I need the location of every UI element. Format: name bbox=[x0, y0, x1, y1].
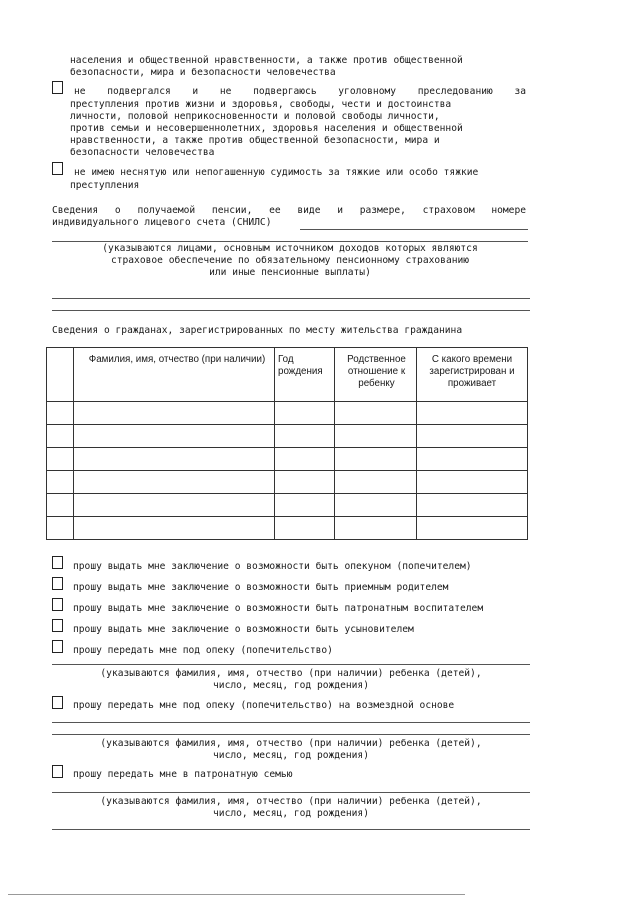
guardianship-transfer-checkbox[interactable] bbox=[52, 640, 63, 653]
patronage-family-checkbox[interactable] bbox=[52, 765, 63, 778]
child-note-1-line-1: (указываются фамилия, имя, отчество (при наличии) ребенка (детей), bbox=[100, 668, 482, 679]
guardian-conclusion-label: прошу выдать мне заключение о возможности быть опекуном (попечителем) bbox=[73, 561, 472, 572]
residents-table bbox=[46, 347, 528, 540]
paid-guardianship-checkbox[interactable] bbox=[52, 696, 63, 709]
adopter-conclusion-label: прошу выдать мне заключение о возможности быть усыновителем bbox=[73, 624, 414, 635]
snils-input-line[interactable] bbox=[300, 229, 528, 230]
col-header-full-name: Фамилия, имя, отчество (при наличии) bbox=[74, 348, 275, 402]
table-row bbox=[47, 494, 528, 517]
child-details-input-line-1[interactable] bbox=[52, 664, 530, 665]
table-cell[interactable] bbox=[335, 425, 417, 448]
child-details-input-line-4[interactable] bbox=[52, 829, 530, 830]
criminal-item-line-2: преступления против жизни и здоровья, свободы, чести и достоинства bbox=[70, 99, 452, 110]
col-header-relation: Родственное отношение к ребенку bbox=[335, 348, 417, 402]
criminal-item-line-1: не подвергался и не подвергаюсь уголовному преследованию за bbox=[74, 86, 526, 97]
table-cell[interactable] bbox=[417, 448, 528, 471]
pension-note-line-3: или иные пенсионные выплаты) bbox=[209, 267, 371, 278]
col-header-index bbox=[47, 348, 74, 402]
table-cell[interactable] bbox=[74, 448, 275, 471]
pension-note-line-2: страховое обеспечение по обязательному пенсионному страхованию bbox=[110, 255, 470, 266]
child-note-2-line-1: (указываются фамилия, имя, отчество (при наличии) ребенка (детей), bbox=[100, 738, 482, 749]
conviction-checkbox[interactable] bbox=[52, 162, 63, 175]
col-header-birth-year: Год рождения bbox=[275, 348, 335, 402]
paid-guardianship-label: прошу передать мне под опеку (попечительство) на возмездной основе bbox=[73, 700, 455, 711]
residents-table-header bbox=[47, 348, 528, 402]
table-row bbox=[47, 402, 528, 425]
table-cell[interactable] bbox=[417, 517, 528, 540]
guardian-conclusion-checkbox[interactable] bbox=[52, 556, 63, 569]
top-continuation-line-1: населения и общественной нравственности, а также против общественной bbox=[70, 55, 463, 66]
criminal-item-line-5: нравственности, а также против общественной безопасности, мира и bbox=[70, 135, 440, 146]
table-cell[interactable] bbox=[335, 448, 417, 471]
pension-input-line-3[interactable] bbox=[52, 310, 530, 311]
table-row bbox=[47, 517, 528, 540]
foster-parent-conclusion-label: прошу выдать мне заключение о возможности быть приемным родителем bbox=[73, 582, 449, 593]
table-cell[interactable] bbox=[74, 471, 275, 494]
child-details-input-line-3[interactable] bbox=[52, 792, 530, 793]
page-bottom-divider bbox=[8, 894, 465, 895]
table-cell[interactable] bbox=[74, 402, 275, 425]
criminal-item-line-6: безопасности человечества bbox=[70, 147, 215, 158]
table-cell[interactable] bbox=[275, 517, 335, 540]
pension-label-line-2: индивидуального лицевого счета (СНИЛС) bbox=[52, 217, 272, 228]
table-cell[interactable] bbox=[74, 425, 275, 448]
table-cell[interactable] bbox=[47, 402, 74, 425]
adopter-conclusion-checkbox[interactable] bbox=[52, 619, 63, 632]
child-details-input-line-2a[interactable] bbox=[52, 722, 530, 723]
conviction-item-line-1: не имею неснятую или непогашенную судимость за тяжкие или особо тяжкие bbox=[74, 167, 479, 178]
patronage-educator-conclusion-checkbox[interactable] bbox=[52, 598, 63, 611]
criminal-item-line-4: против семьи и несовершеннолетних, здоровья населения и общественной bbox=[70, 123, 463, 134]
table-cell[interactable] bbox=[417, 494, 528, 517]
table-cell[interactable] bbox=[74, 517, 275, 540]
child-details-input-line-2b[interactable] bbox=[52, 734, 530, 735]
pension-label-line-1: Сведения о получаемой пенсии, ее виде и размере, страховом номере bbox=[52, 205, 526, 216]
table-cell[interactable] bbox=[335, 402, 417, 425]
table-cell[interactable] bbox=[47, 425, 74, 448]
table-cell[interactable] bbox=[417, 471, 528, 494]
criminal-prosecution-checkbox[interactable] bbox=[52, 81, 63, 94]
guardianship-transfer-label: прошу передать мне под опеку (попечительство) bbox=[73, 645, 333, 656]
table-row bbox=[47, 425, 528, 448]
child-note-1-line-2: число, месяц, год рождения) bbox=[213, 680, 369, 691]
table-cell[interactable] bbox=[47, 517, 74, 540]
top-continuation-line-2: безопасности, мира и безопасности человечества bbox=[70, 67, 336, 78]
table-cell[interactable] bbox=[47, 448, 74, 471]
table-row bbox=[47, 448, 528, 471]
criminal-item-line-3: личности, половой неприкосновенности и половой свободы личности, bbox=[70, 111, 440, 122]
table-row bbox=[47, 471, 528, 494]
child-note-3-line-2: число, месяц, год рождения) bbox=[213, 808, 369, 819]
patronage-educator-conclusion-label: прошу выдать мне заключение о возможности быть патронатным воспитателем bbox=[73, 603, 484, 614]
residents-heading: Сведения о гражданах, зарегистрированных по месту жительства гражданина bbox=[52, 325, 463, 336]
pension-input-line-2[interactable] bbox=[52, 298, 530, 299]
foster-parent-conclusion-checkbox[interactable] bbox=[52, 577, 63, 590]
table-cell[interactable] bbox=[275, 402, 335, 425]
table-cell[interactable] bbox=[47, 494, 74, 517]
table-cell[interactable] bbox=[417, 425, 528, 448]
pension-input-line-1[interactable] bbox=[52, 241, 528, 242]
child-note-2-line-2: число, месяц, год рождения) bbox=[213, 750, 369, 761]
table-cell[interactable] bbox=[275, 494, 335, 517]
table-cell[interactable] bbox=[335, 517, 417, 540]
child-note-3-line-1: (указываются фамилия, имя, отчество (при наличии) ребенка (детей), bbox=[100, 796, 482, 807]
table-cell[interactable] bbox=[417, 402, 528, 425]
table-cell[interactable] bbox=[335, 494, 417, 517]
table-cell[interactable] bbox=[275, 425, 335, 448]
patronage-family-label: прошу передать мне в патронатную семью bbox=[73, 769, 293, 780]
conviction-item-line-2: преступления bbox=[70, 180, 140, 191]
table-cell[interactable] bbox=[335, 471, 417, 494]
pension-note-line-1: (указываются лицами, основным источником доходов которых являются bbox=[102, 243, 478, 254]
table-cell[interactable] bbox=[275, 471, 335, 494]
table-cell[interactable] bbox=[275, 448, 335, 471]
col-header-registered-since: С какого времени зарегистрирован и проживает bbox=[417, 348, 528, 402]
table-cell[interactable] bbox=[47, 471, 74, 494]
table-cell[interactable] bbox=[74, 494, 275, 517]
